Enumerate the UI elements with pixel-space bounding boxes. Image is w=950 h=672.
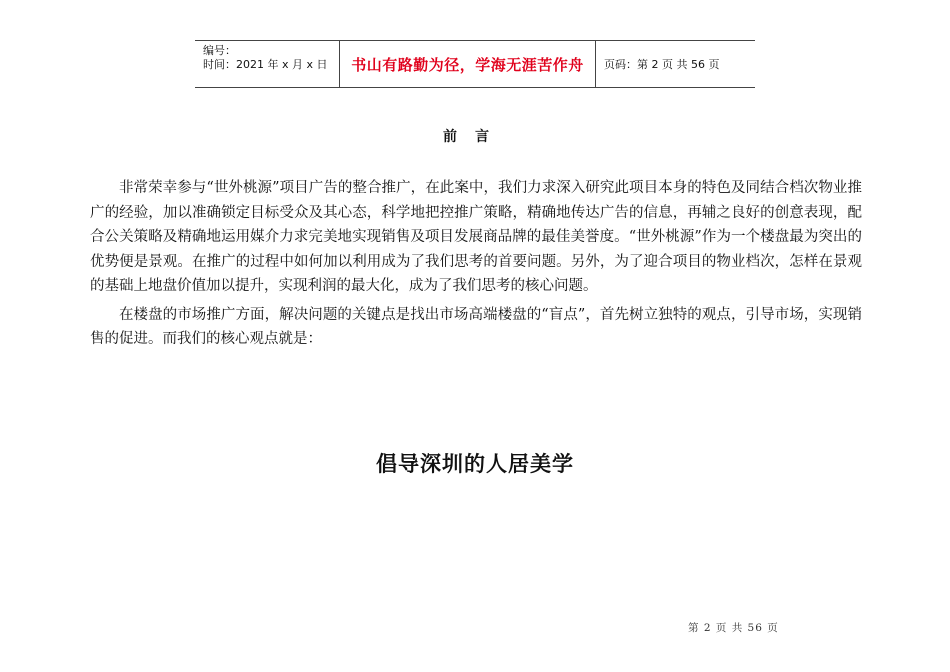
body-text [90, 176, 862, 356]
header-page-info: 页码：第 2 页 共 56 页 [604, 58, 720, 71]
page-header [195, 40, 755, 88]
paragraph-1: 非常荣幸参与“世外桃源”项目广告的整合推广，在此案中，我们力求深入研究此项目本身的特色及同结合档次物业推广的经验，加以准确锁定目标受众及其心态，科学地把控推广策略，精确地传达广告的信息，再辅之良好的创意表现，配合公关策略及精确地运用媒介力求完美地实现销售及项目发展商品牌的最佳美誉度。“世外桃源”作为一个楼盘最为突出的优势便是景观。在推广的过程中如何加以利用成为了我们思考的首要问题。另外，为了迎合项目的物业档次，怎样在景观的基础上地盘价值加以提升，实现利润的最大化，成为了我们思考的核心问题。 [90, 180, 862, 294]
core-slogan: 倡导深圳的人居美学 [376, 452, 574, 476]
header-meta [195, 41, 340, 87]
time-label: 时间：2021 年 x 月 x 日 [203, 58, 328, 71]
header-motto: 书山有路勤为径，学海无涯苦作舟 [340, 41, 596, 87]
page-title: 前言 [443, 129, 507, 145]
serial-label: 编号： [203, 44, 236, 57]
page-footer: 第 2 页 共 56 页 [688, 622, 779, 634]
paragraph-2: 在楼盘的市场推广方面，解决问题的关键点是找出市场高端楼盘的“盲点”，首先树立独特的观点，引导市场，实现销售的促进。而我们的核心观点就是： [90, 306, 862, 347]
